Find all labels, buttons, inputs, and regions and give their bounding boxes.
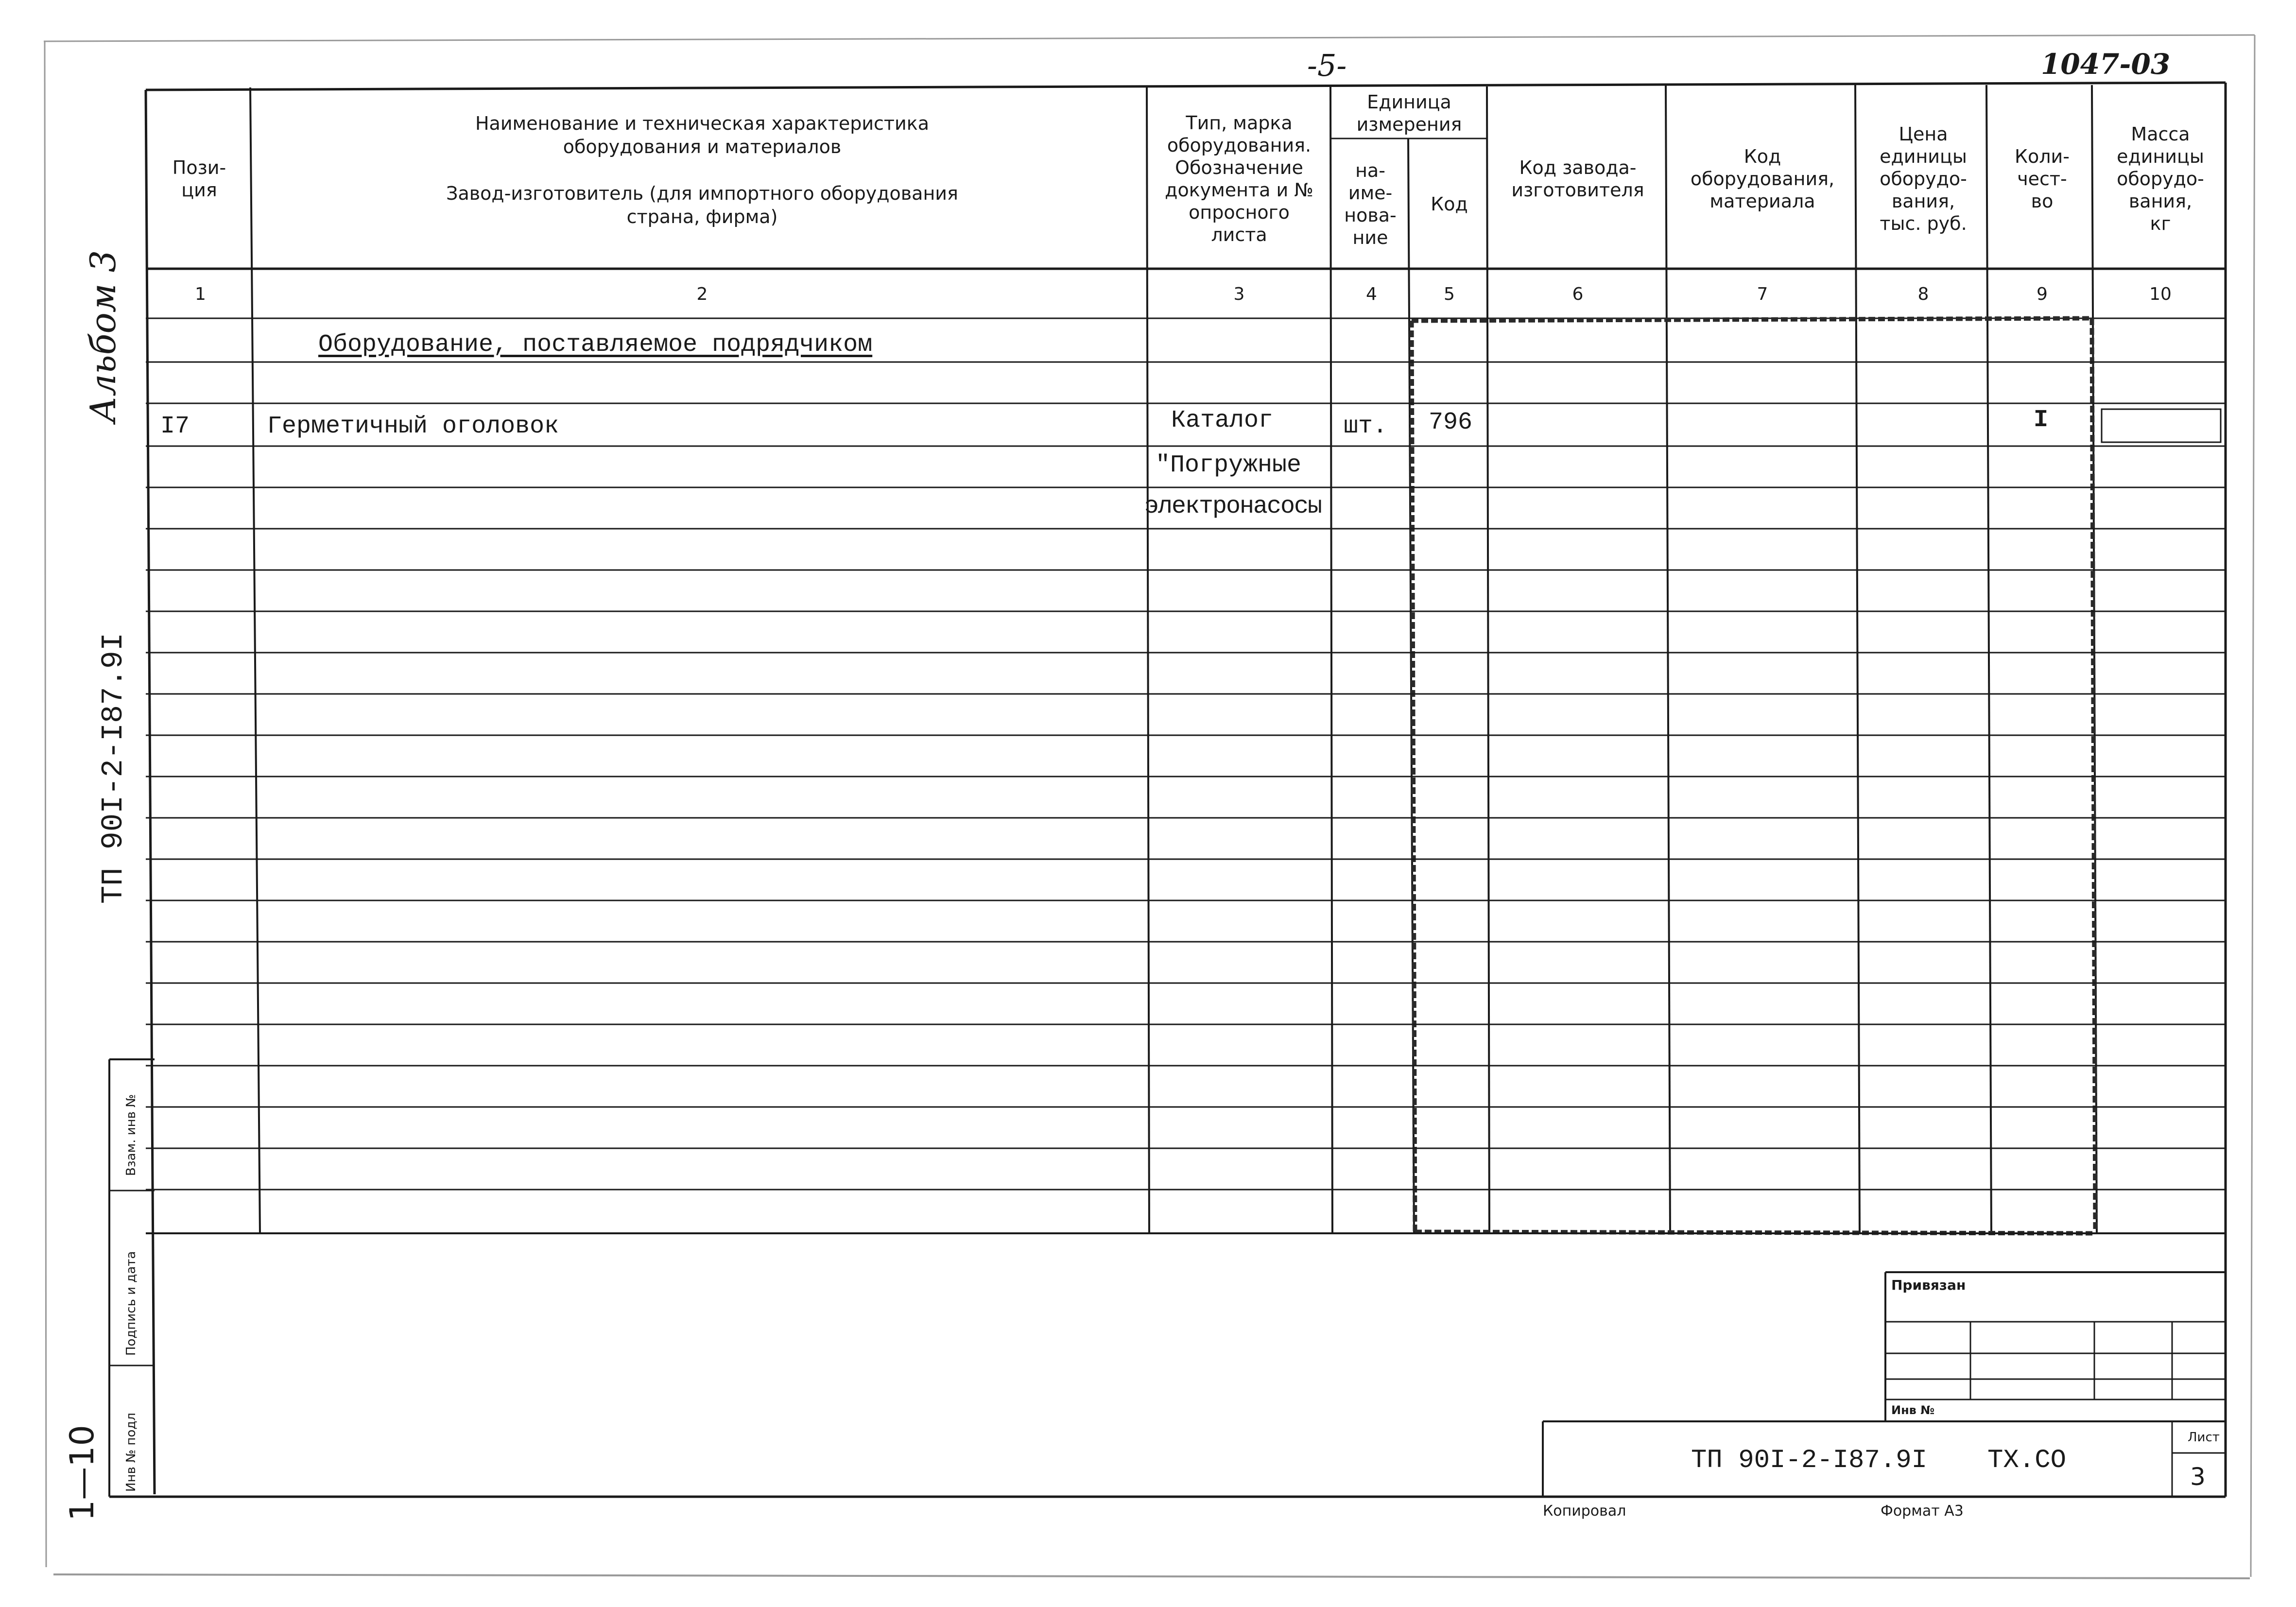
- header-unit-name: на- име- нова- ние: [1344, 160, 1397, 248]
- attached-label: Привязан: [1891, 1277, 1966, 1293]
- header-quantity: Коли- чест- во: [2015, 145, 2070, 212]
- stamp-sign-date: Подпись и дата: [124, 1251, 138, 1356]
- header-equipment-code: Код оборудования, материала: [1690, 145, 1835, 212]
- column-number: 3: [1233, 284, 1245, 304]
- row-unit-name: шт.: [1344, 413, 1388, 440]
- column-number: 8: [1917, 284, 1929, 304]
- column-number: 7: [1757, 284, 1768, 304]
- header-unit-code: Код: [1431, 193, 1468, 215]
- row-type-line: "Погружные: [1156, 451, 1302, 479]
- row-quantity: I: [2034, 406, 2049, 434]
- header-mass: Масса единицы оборудо- вания, кг: [2117, 123, 2204, 234]
- column-number: 5: [1444, 284, 1455, 304]
- row-position: I7: [160, 413, 190, 440]
- section-title: Оборудование, поставляемое подрядчиком: [318, 331, 873, 359]
- header-position: Пози- ция: [172, 156, 226, 201]
- stamp-inv-replace: Взам. инв №: [124, 1094, 138, 1176]
- row-type-line: электронасосы: [1144, 493, 1322, 520]
- column-number: 1: [195, 284, 206, 304]
- row-name: Герметичный оголовок: [267, 413, 559, 440]
- format-label: Формат А3: [1881, 1503, 1964, 1520]
- column-number: 10: [2149, 284, 2172, 304]
- header-unit-group: Единица измерения: [1356, 91, 1462, 135]
- album-label: Альбом 3: [83, 250, 123, 423]
- header-price: Цена единицы оборудо- вания, тыс. руб.: [1880, 123, 1967, 234]
- sheet-label: Лист: [2188, 1430, 2220, 1445]
- column-number: 4: [1366, 284, 1377, 304]
- copied-label: Копировал: [1543, 1503, 1626, 1520]
- row-unit-code: 796: [1429, 409, 1473, 436]
- page-number: -5-: [1307, 48, 1347, 83]
- column-number: 2: [696, 284, 708, 304]
- bottom-left-mark: 1—10: [63, 1425, 102, 1521]
- column-number: 9: [2037, 284, 2048, 304]
- sheet-number: 3: [2190, 1463, 2206, 1491]
- header-name: Наименование и техническая характеристика оборудования и материалов Завод-изготовитель (для импортного оборудования страна, фирма): [446, 113, 958, 227]
- column-number: 6: [1572, 284, 1584, 304]
- designation: ТП 90I-2-I87.9I: [1691, 1446, 1928, 1475]
- inv-no-label: Инв №: [1891, 1403, 1935, 1417]
- stamp-inv-original: Инв № подл: [124, 1413, 138, 1492]
- side-designation: ТП 90I-2-I87.9I: [96, 632, 131, 904]
- header-manufacturer-code: Код завода- изготовителя: [1511, 156, 1644, 201]
- header-type: Тип, марка оборудования. Обозначение документа и № опросного листа: [1165, 112, 1313, 245]
- row-type-line: Каталог: [1171, 407, 1274, 434]
- doc-code: ТХ.СО: [1987, 1446, 2067, 1475]
- project-code: 1047-03: [2041, 48, 2171, 81]
